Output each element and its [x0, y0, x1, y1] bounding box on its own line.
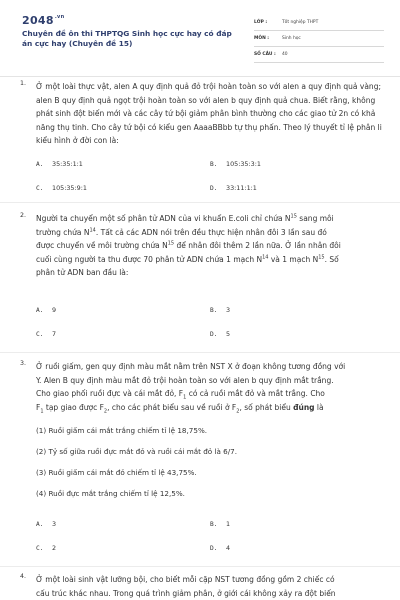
site-logo[interactable]: $2048^{.vn}$ — [22, 14, 65, 27]
meta-row-subject — [254, 31, 384, 47]
question-3 — [20, 360, 388, 560]
meta-value: Tốt nghiệp THPT — [282, 20, 319, 25]
question-text: Người ta chuyển một số phân tử ADN của vi khuẩn E.coli chỉ chứa $N^{15}$ sang môi trường chứa $N^{14}$. Tất cả các ADN nói trên đều thực hiện nhân đôi 3 lần sau đó được chuyển về môi trường chứa $N^{15}$ để nhân đôi thêm 2 lần nữa. Ở lần nhân đôi cuối cùng người ta thu được 70 phân tử ADN chứa 1 mạch $N^{14}$ và 1 mạch $N^{15}$. Số phân tử ADN ban đầu là: — [36, 213, 341, 277]
option-c[interactable]: C. 7 — [36, 330, 57, 338]
question-text: Ở một loài sinh vật lưỡng bội, cho biết mỗi cặp NST tương đồng gồm 2 chiếc có cấu trúc khác nhau. Trong quá trình giảm phân, ở giới cái không xảy ra đột biến — [36, 575, 336, 598]
statement-4: (4) Ruồi đực mắt trắng chiếm tỉ lệ 12,5%. — [36, 489, 185, 498]
option-a[interactable]: A. 3 — [36, 520, 57, 528]
option-a[interactable]: A. 9 — [36, 306, 57, 314]
meta-row-count — [254, 47, 384, 63]
meta-label: SỐ CÂU : — [254, 52, 276, 57]
question-separator — [0, 566, 400, 567]
option-d[interactable]: D. 5 — [210, 330, 231, 338]
statement-3: (3) Ruồi giấm cái mắt đỏ chiếm tỉ lệ 43,75%. — [36, 468, 197, 477]
question-separator — [0, 352, 400, 353]
question-number: 2. — [20, 212, 27, 219]
statement-2: (2) Tỷ số giữa ruồi đực mắt đỏ và ruồi cái mắt đỏ là 6/7. — [36, 447, 237, 456]
option-c[interactable]: C. 105:35:9:1 — [36, 184, 87, 192]
question-separator — [0, 202, 400, 203]
question-4 — [20, 573, 388, 600]
meta-value: 40 — [282, 52, 288, 57]
option-d[interactable]: D. 4 — [210, 544, 231, 552]
question-1 — [20, 80, 388, 190]
document-header — [22, 12, 384, 64]
question-text: Ở ruồi giấm, gen quy định màu mắt nằm trên NST X ở đoạn không tương đồng với Y. Alen B quy định màu mắt đỏ trội hoàn toàn so với alen b quy định mắt trắng. Cho giao phối ruồi đực và cái mắt đỏ, $F_1$ có cả ruồi mắt đỏ và mắt trắng. Cho $F_1$ tạp giao được $F_2$, cho các phát biểu sau về ruồi ở $F_2$, số phát biểu đúng là — [36, 362, 346, 414]
header-divider — [0, 76, 400, 77]
meta-label: LỚP : — [254, 20, 268, 25]
document-title: Chuyên đề ôn thi THPTQG Sinh học cực hay có đáp án cực hay (Chuyên đề 15) — [22, 29, 232, 48]
option-b[interactable]: B. 1 — [210, 520, 231, 528]
meta-label: MÔN : — [254, 36, 270, 41]
document-meta — [254, 15, 384, 63]
option-a[interactable]: A. 35:35:1:1 — [36, 160, 83, 168]
option-b[interactable]: B. 105:35:3:1 — [210, 160, 261, 168]
question-2 — [20, 212, 388, 342]
question-number: 4. — [20, 573, 27, 580]
meta-row-class — [254, 15, 384, 31]
question-number: 1. — [20, 80, 27, 87]
meta-value: Sinh học — [282, 36, 301, 41]
option-c[interactable]: C. 2 — [36, 544, 57, 552]
option-d[interactable]: D. 33:11:1:1 — [210, 184, 257, 192]
question-text: Ở một loài thực vật, alen A quy định quả đỏ trội hoàn toàn so với alen a quy định quả vàng; alen B quy định quả ngọt trội hoàn toàn so với alen b quy định quả chua. Biết rằng, không phát sinh đột biến mới và các cây tứ bội giảm phân bình thường cho các giao tử 2n có khả năng thụ tinh. Cho cây tứ bội có kiểu gen AaaaBBbb tự thụ phấn. Theo lý thuyết tỉ lệ phân li kiểu hình ở đời con là: — [36, 82, 382, 145]
option-b[interactable]: B. 3 — [210, 306, 231, 314]
question-number: 3. — [20, 360, 27, 367]
statement-1: (1) Ruồi giấm cái mắt trắng chiếm tỉ lệ 18,75%. — [36, 426, 208, 435]
